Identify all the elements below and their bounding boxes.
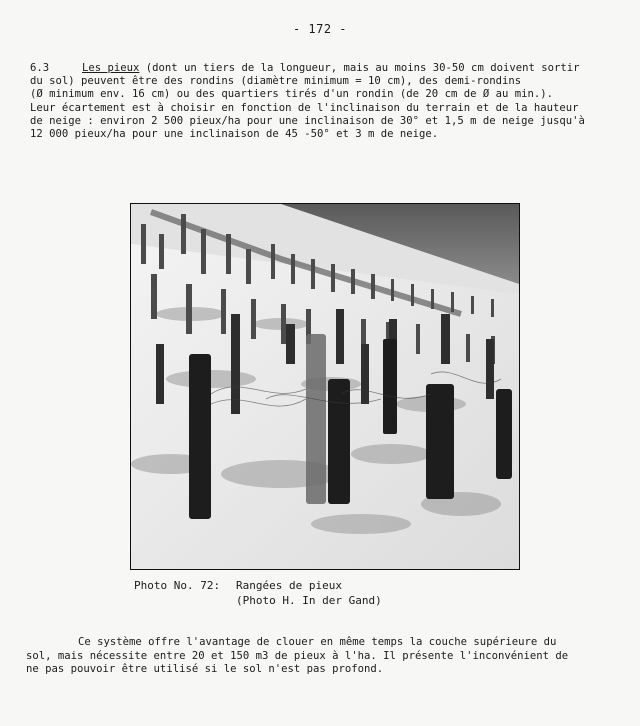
paragraph-line-2: sol, mais nécessite entre 20 et 150 m3 de pieux à l'ha. Il présente l'inconvénient de [26, 649, 569, 662]
section-line-6: 12 000 pieux/ha pour une inclinaison de 45 -50° et 3 m de neige. [30, 128, 439, 141]
section-line-3: (Ø minimum env. 16 cm) ou des quartiers tirés d'un rondin (de 20 cm de Ø au min.). [30, 88, 553, 101]
photo-snow-stakes [130, 203, 520, 570]
paragraph-first-line [26, 636, 616, 650]
caption-label: Photo No. 72: [134, 579, 221, 592]
section-6-3 [30, 62, 620, 141]
caption-credit: (Photo H. In der Gand) [236, 594, 382, 607]
section-number: 6.3 [30, 62, 50, 74]
photo-caption [134, 578, 382, 608]
page-number: - 172 - [292, 22, 348, 36]
pale-stake [306, 334, 326, 504]
section-first-line [30, 62, 620, 75]
section-line-4: Leur écartement est à choisir en fonction de l'inclinaison du terrain et de la hauteur [30, 101, 579, 114]
paragraph-line-1: Ce système offre l'avantage de clouer en même temps la couche supérieure du [78, 636, 557, 648]
body-paragraph [26, 636, 616, 677]
paragraph-line-3: ne pas pouvoir être utilisé si le sol n'est pas profond. [26, 663, 384, 676]
section-line-1: (dont un tiers de la longueur, mais au moins 30-50 cm doivent sortir [139, 62, 580, 74]
section-title: Les pieux [82, 62, 140, 74]
section-line-2: du sol) peuvent être des rondins (diamètre minimum = 10 cm), des demi-rondins [30, 75, 522, 88]
caption-first-row [134, 578, 382, 593]
caption-second-row [134, 593, 382, 608]
photo-illustration [131, 204, 519, 569]
caption-title: Rangées de pieux [236, 579, 342, 592]
section-line-5: de neige : environ 2 500 pieux/ha pour une inclinaison de 30° et 1,5 m de neige jusqu'à [30, 114, 585, 127]
